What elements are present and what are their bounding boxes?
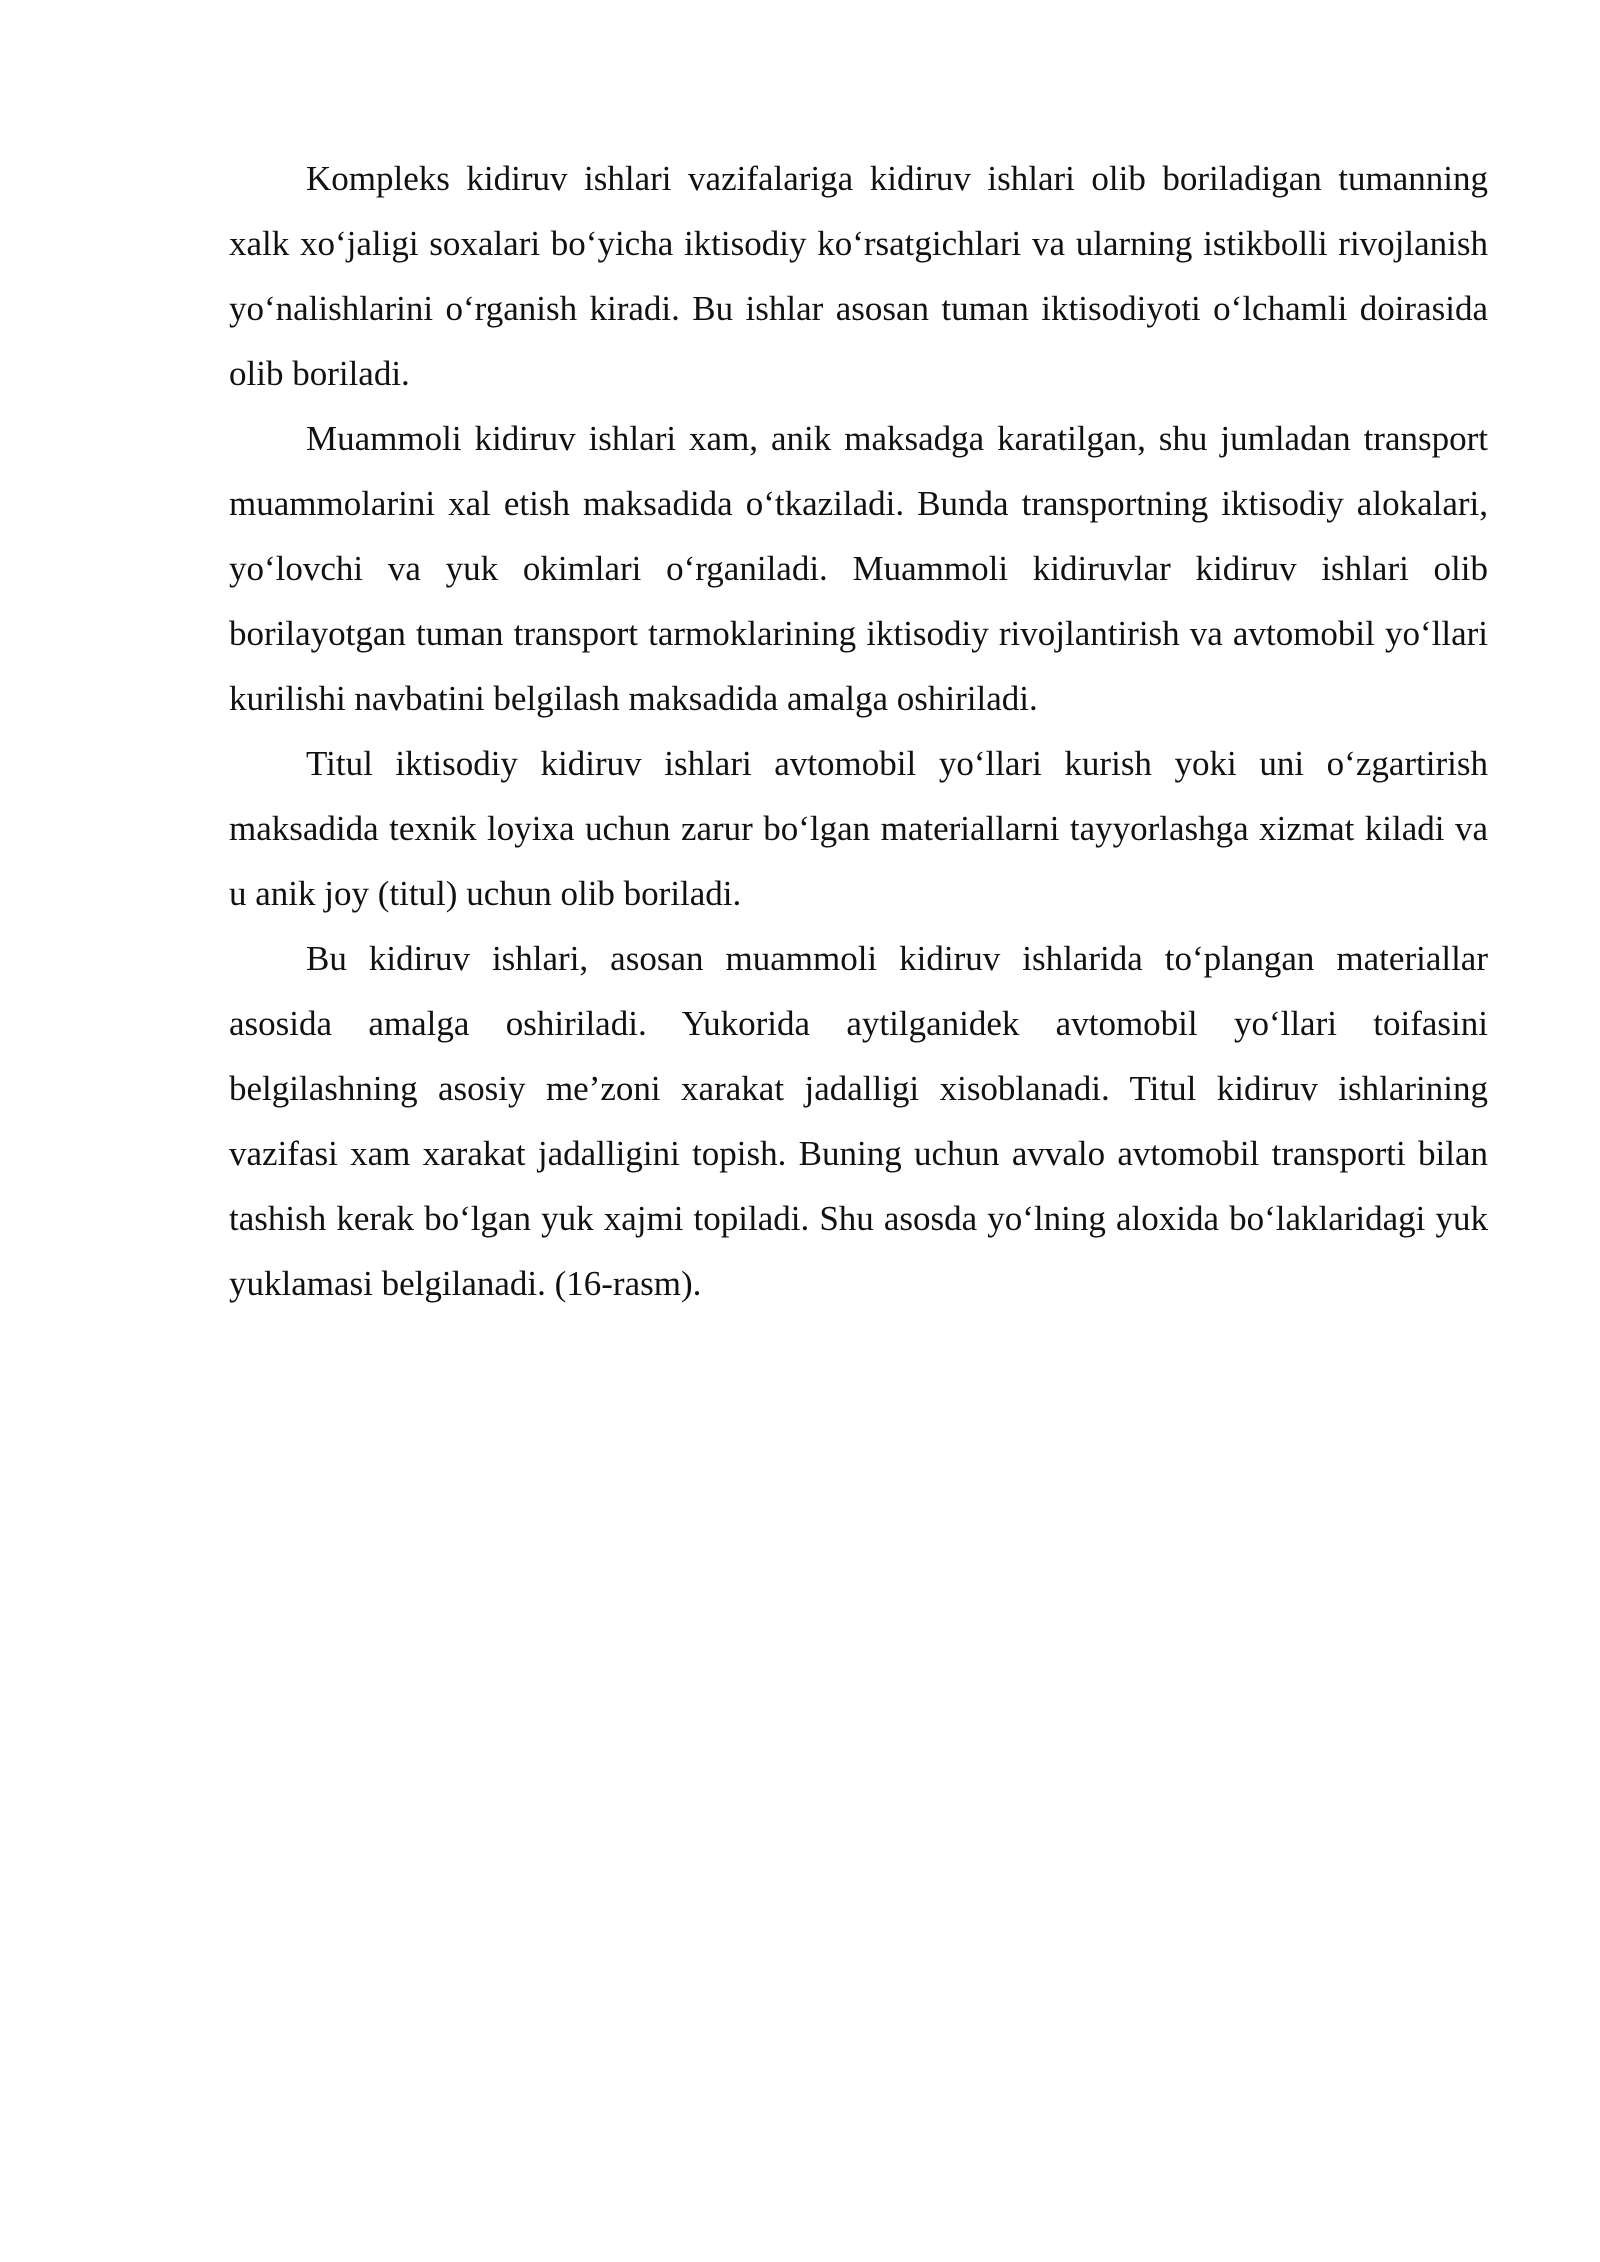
paragraph-bu-kidiruv: Bu kidiruv ishlari, asosan muammoli kidiruv ishlarida to‘plangan materiallar asosida amalga oshiriladi. Yukorida aytilganidek avtomobil yo‘llari toifasini belgilashning asosiy me’zoni xarakat jadalligi xisoblanadi. Titul kidiruv ishlarining vazifasi xam xarakat jadalligini topish. Buning uchun avvalo avtomobil transporti bilan tashish kerak bo‘lgan yuk xajmi topiladi. Shu asosda yo‘lning aloxida bo‘laklaridagi yuk yuklamasi belgilanadi. (16-rasm). [229, 939, 1488, 1303]
body-text [229, 146, 1488, 1316]
paragraph-titul-kidiruv: Titul iktisodiy kidiruv ishlari avtomobil yo‘llari kurish yoki uni o‘zgartirish maksadida texnik loyixa uchun zarur bo‘lgan materiallarni tayyorlashga xizmat kiladi va u anik joy (titul) uchun olib boriladi. [229, 744, 1488, 913]
paragraph-kompleks-kidiruv: Kompleks kidiruv ishlari vazifalariga kidiruv ishlari olib boriladigan tumanning xalk xo‘jaligi soxalari bo‘yicha iktisodiy ko‘rsatgichlari va ularning istikbolli rivojlanish yo‘nalishlarini o‘rganish kiradi. Bu ishlar asosan tuman iktisodiyoti o‘lchamli doirasida olib boriladi. [229, 159, 1488, 393]
paragraph-muammoli-kidiruv: Muammoli kidiruv ishlari xam, anik maksadga karatilgan, shu jumladan transport muammolarini xal etish maksadida o‘tkaziladi. Bunda transportning iktisodiy alokalari, yo‘lovchi va yuk okimlari o‘rganiladi. Muammoli kidiruvlar kidiruv ishlari olib borilayotgan tuman transport tarmoklarining iktisodiy rivojlantirish va avtomobil yo‘llari kurilishi navbatini belgilash maksadida amalga oshiriladi. [229, 419, 1488, 718]
